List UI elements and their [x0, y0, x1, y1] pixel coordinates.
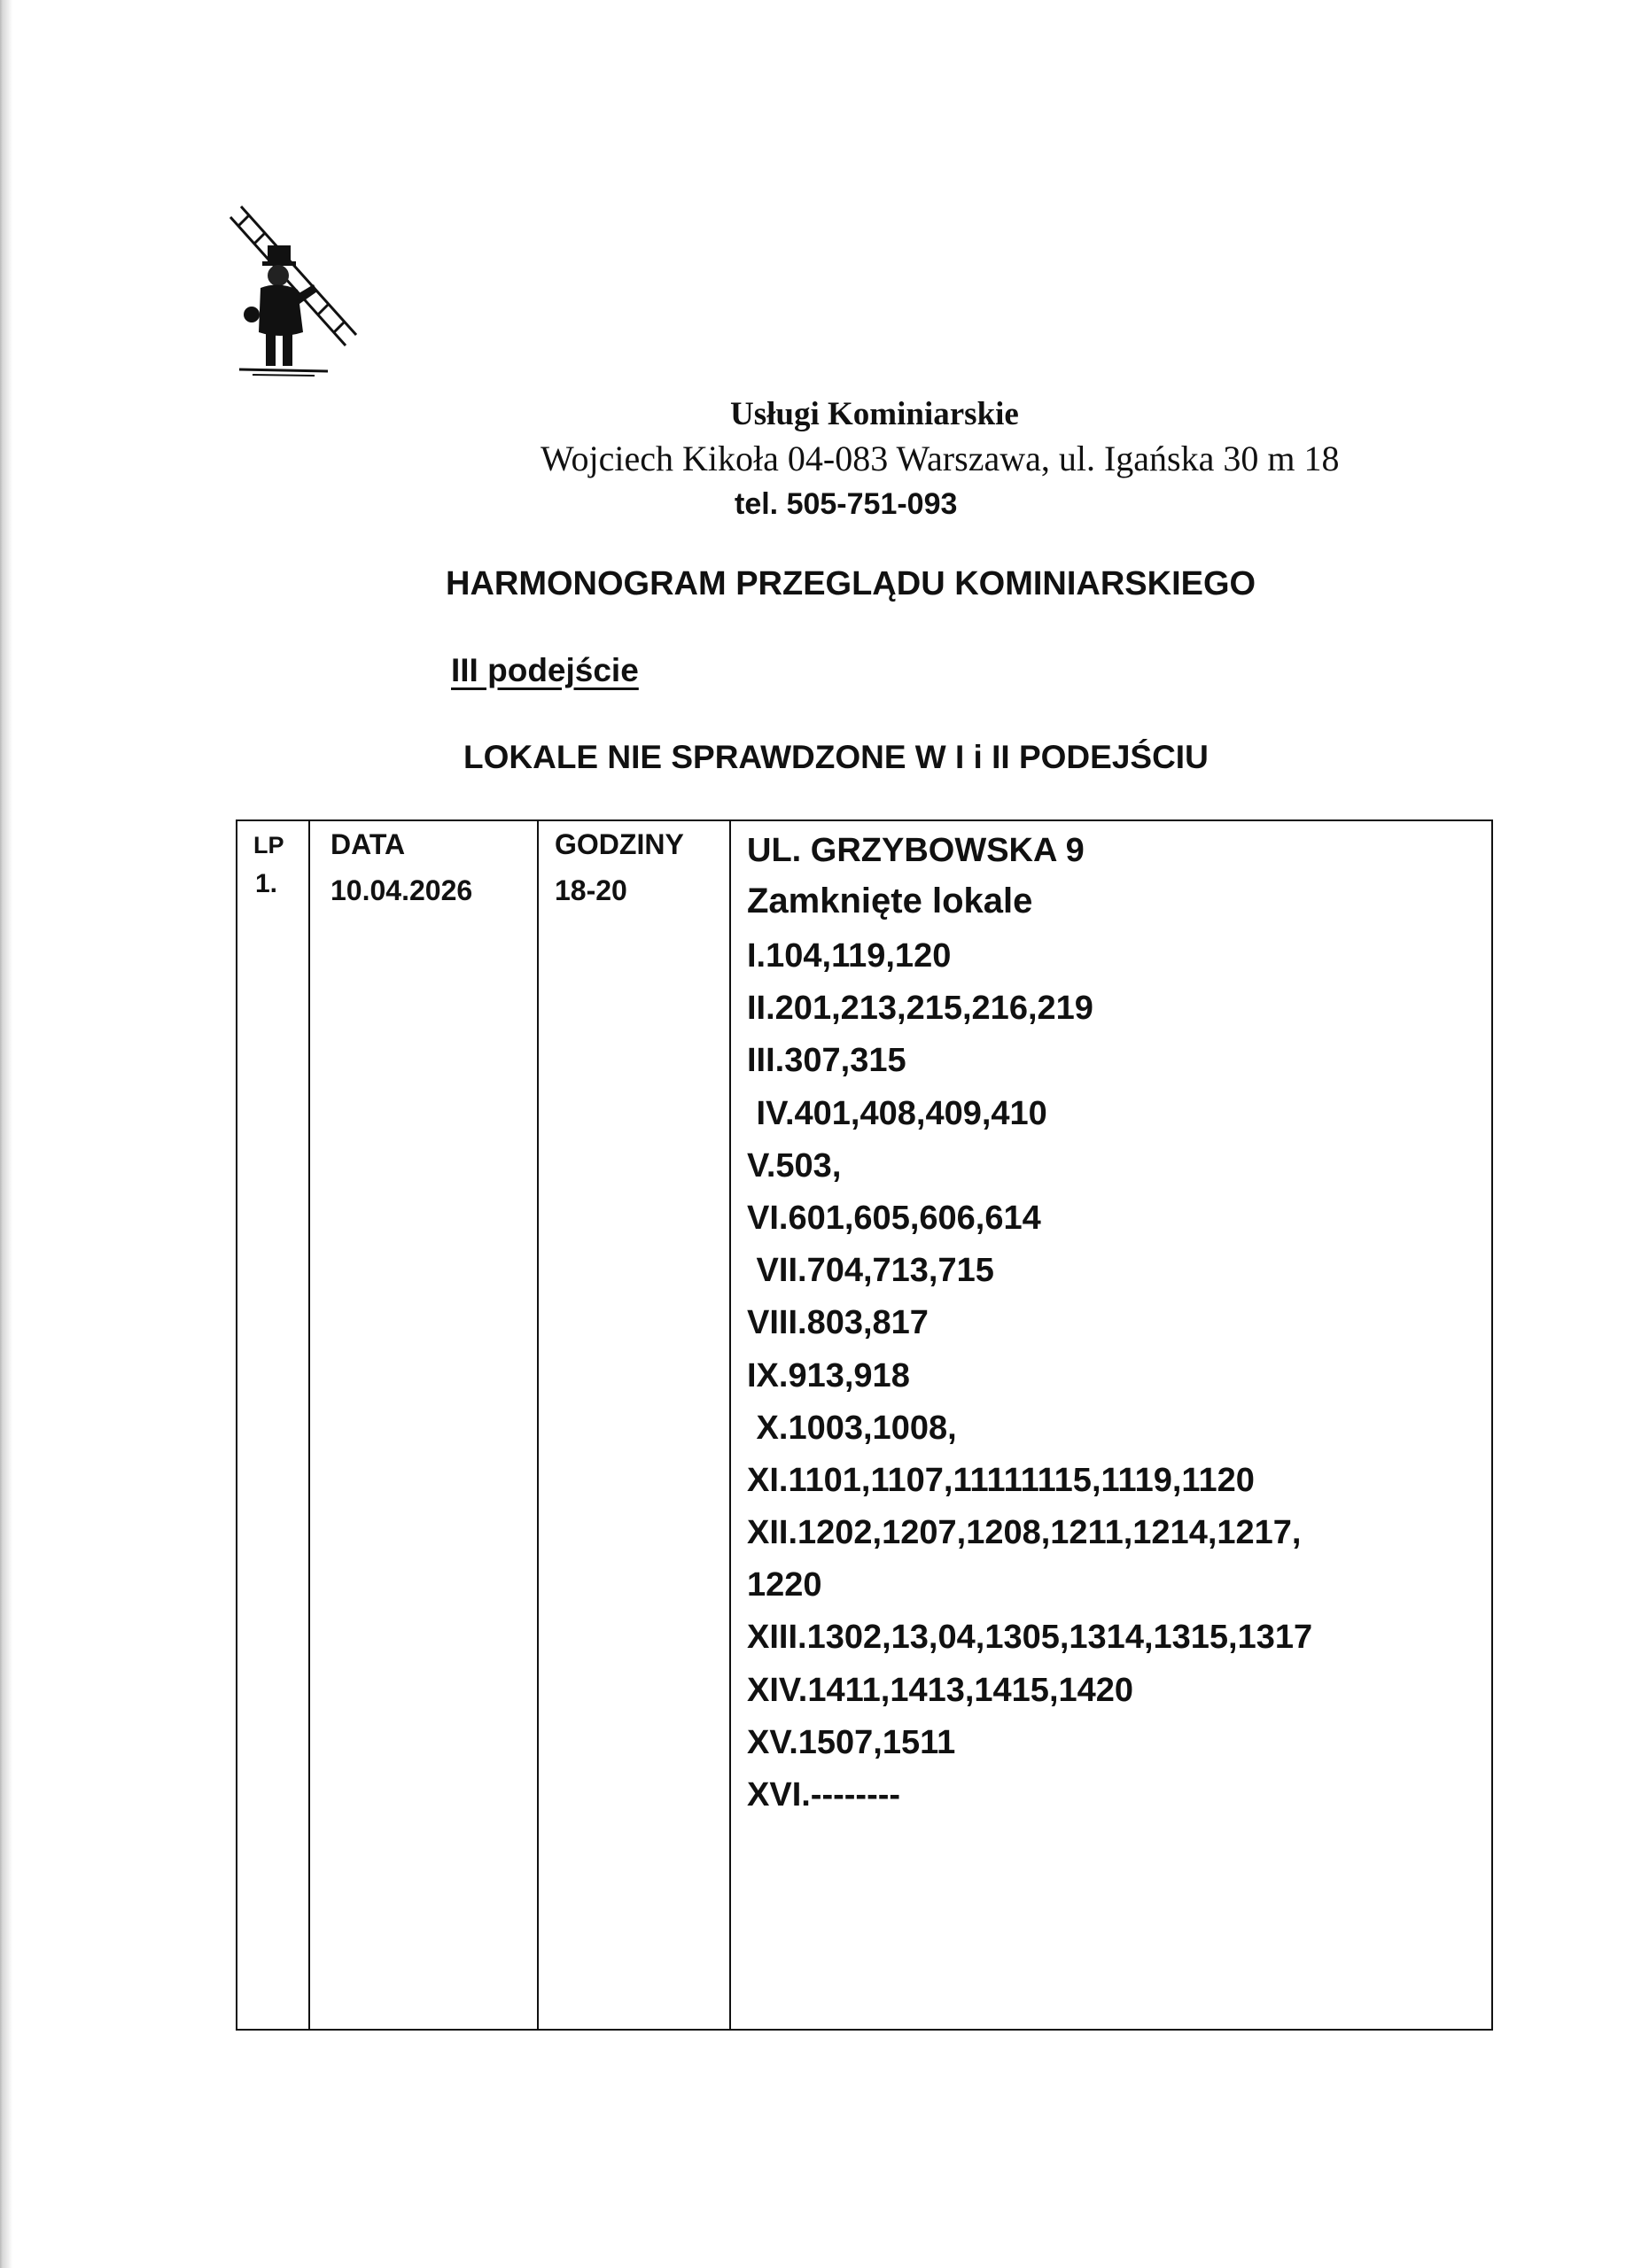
apartment-line: XV.1507,1511 — [747, 1723, 956, 1761]
table-divider-hours — [729, 821, 731, 2029]
company-name: Usługi Kominiarskie — [730, 396, 1019, 432]
header-hours: GODZINY — [555, 828, 684, 860]
table-divider-lp — [308, 821, 310, 2029]
chimney-sweep-logo-icon — [222, 199, 363, 385]
attempt-label: III podejście — [451, 652, 639, 688]
table-divider-date — [537, 821, 539, 2029]
apartment-line: XII.1202,1207,1208,1211,1214,1217, — [747, 1514, 1302, 1552]
schedule-table — [236, 819, 1493, 2031]
apartment-line: VII.704,713,715 — [747, 1252, 994, 1290]
apartment-line: IV.401,408,409,410 — [747, 1094, 1047, 1132]
row-hours: 18-20 — [555, 874, 627, 906]
row-lp: 1. — [255, 869, 278, 898]
apartment-line: V.503, — [747, 1146, 842, 1184]
closed-apartments-label: Zamknięte lokale — [747, 882, 1033, 920]
company-address: Wojciech Kikoła 04-083 Warszawa, ul. Igańska 30 m 18 — [541, 439, 1340, 478]
document-subtitle: LOKALE NIE SPRAWDZONE W I i II PODEJŚCIU — [463, 739, 1209, 775]
apartment-line: XVI.-------- — [747, 1776, 901, 1814]
company-phone: tel. 505-751-093 — [735, 487, 958, 521]
apartment-line: VIII.803,817 — [747, 1304, 929, 1342]
apartment-line: I.104,119,120 — [747, 937, 952, 975]
apartment-line: XIII.1302,13,04,1305,1314,1315,1317 — [747, 1619, 1313, 1657]
apartment-line: II.201,213,215,216,219 — [747, 990, 1093, 1028]
street-address: UL. GRZYBOWSKA 9 — [747, 832, 1085, 869]
apartment-line: IX.913,918 — [747, 1356, 910, 1394]
scan-edge-shadow — [0, 0, 12, 2268]
apartment-line: 1220 — [747, 1566, 822, 1604]
apartment-line: VI.601,605,606,614 — [747, 1199, 1041, 1237]
apartment-line: X.1003,1008, — [747, 1409, 957, 1447]
apartment-line: XI.1101,1107,11111115,1119,1120 — [747, 1461, 1255, 1499]
header-date: DATA — [331, 828, 406, 860]
document-title: HARMONOGRAM PRZEGLĄDU KOMINIARSKIEGO — [446, 565, 1256, 602]
apartment-line: III.307,315 — [747, 1042, 906, 1080]
row-date: 10.04.2026 — [331, 874, 473, 906]
apartment-list — [747, 930, 1312, 1821]
header-lp: LP — [253, 832, 284, 858]
apartment-line: XIV.1411,1413,1415,1420 — [747, 1671, 1134, 1709]
